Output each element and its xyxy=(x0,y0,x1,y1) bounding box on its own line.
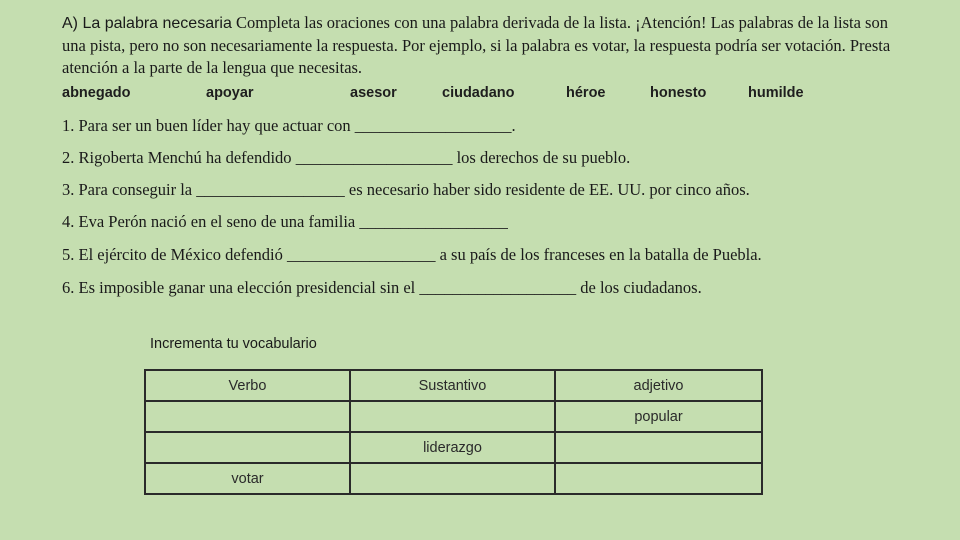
answer-blank[interactable]: __________________ xyxy=(286,245,436,264)
sentence-4 xyxy=(62,212,508,232)
answer-blank[interactable]: __________________ xyxy=(196,180,345,199)
table-cell[interactable] xyxy=(555,463,762,494)
sentence-6 xyxy=(62,278,702,298)
table-cell[interactable] xyxy=(145,401,350,432)
sentence-text: es necesario haber sido residente de EE. UU. por cinco años. xyxy=(344,180,750,199)
header-adjetivo: adjetivo xyxy=(555,370,762,401)
table-cell[interactable]: votar xyxy=(145,463,350,494)
sentence-text: a su país de los franceses en la batalla de Puebla. xyxy=(435,245,762,264)
answer-blank[interactable]: ___________________ xyxy=(295,148,453,167)
sentence-1 xyxy=(62,116,516,136)
sentence-text: 3. Para conseguir la xyxy=(62,180,197,199)
sentence-3 xyxy=(62,180,750,200)
table-cell[interactable] xyxy=(145,432,350,463)
table-cell[interactable] xyxy=(350,401,555,432)
sentence-text: 4. Eva Perón nació en el seno de una familia xyxy=(62,212,360,231)
sentence-text: de los ciudadanos. xyxy=(576,278,702,297)
vocab-table xyxy=(144,369,763,495)
word-bank xyxy=(0,85,960,105)
table-cell[interactable] xyxy=(555,432,762,463)
answer-blank[interactable]: __________________ xyxy=(359,212,508,231)
header-verbo: Verbo xyxy=(145,370,350,401)
sentence-text: los derechos de su pueblo. xyxy=(452,148,631,167)
sentence-text: 1. Para ser un buen líder hay que actuar con xyxy=(62,116,355,135)
word-bank-item: asesor xyxy=(350,85,397,101)
sentence-5 xyxy=(62,245,762,265)
instructions-paragraph xyxy=(62,12,912,79)
word-bank-item: héroe xyxy=(566,85,606,101)
word-bank-item: humilde xyxy=(748,85,804,101)
word-bank-item: abnegado xyxy=(62,85,131,101)
word-bank-item: apoyar xyxy=(206,85,254,101)
sentence-text: . xyxy=(511,116,516,135)
table-row xyxy=(145,463,762,494)
sentence-2 xyxy=(62,148,630,168)
word-bank-item: honesto xyxy=(650,85,707,101)
section-title: A) La palabra necesaria xyxy=(62,15,232,32)
table-header-row xyxy=(145,370,762,401)
answer-blank[interactable]: ___________________ xyxy=(354,116,512,135)
instructions-text: Completa las oraciones con una palabra derivada de la lista. ¡Atención! Las palabras de la lista son una pista, pero no son necesariamente la respuesta. Por ejemplo, si la palabra es votar, la respuesta podría ser votación. Presta atención a la parte de la lengua que necesitas. xyxy=(62,13,891,77)
sentence-text: 2. Rigoberta Menchú ha defendido xyxy=(62,148,296,167)
header-sustantivo: Sustantivo xyxy=(350,370,555,401)
table-cell[interactable] xyxy=(350,463,555,494)
sentence-text: 5. El ejército de México defendió xyxy=(62,245,287,264)
table-cell[interactable]: popular xyxy=(555,401,762,432)
vocab-title: Incrementa tu vocabulario xyxy=(150,336,317,352)
table-row xyxy=(145,432,762,463)
word-bank-item: ciudadano xyxy=(442,85,515,101)
table-row xyxy=(145,401,762,432)
sentence-text: 6. Es imposible ganar una elección presidencial sin el xyxy=(62,278,420,297)
table-cell[interactable]: liderazgo xyxy=(350,432,555,463)
answer-blank[interactable]: ___________________ xyxy=(419,278,577,297)
